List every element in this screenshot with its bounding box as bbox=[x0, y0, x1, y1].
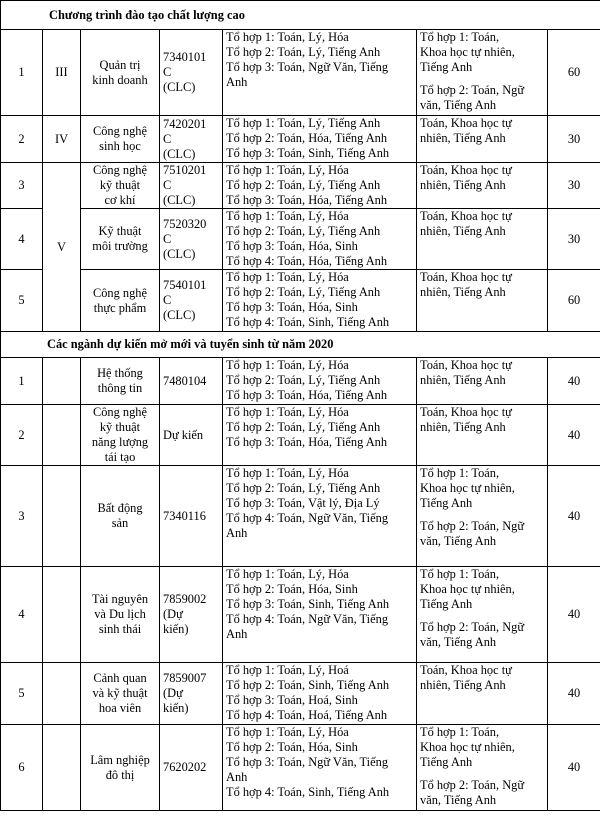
quota: 30 bbox=[548, 209, 600, 270]
text-line: 7520320 bbox=[163, 216, 207, 231]
text-line: Tổ hợp 3: Toán, Ngữ Văn, Tiếng bbox=[226, 755, 389, 769]
section-title: Các ngành dự kiến mở mới và tuyển sinh từ năm 2020 bbox=[1, 332, 600, 358]
text-line: Toán, Khoa học tự bbox=[420, 116, 512, 130]
table-row bbox=[1, 270, 600, 332]
group-number: III bbox=[43, 30, 81, 116]
subject-combinations bbox=[223, 567, 417, 663]
text-line: Tổ hợp 1: Toán, Lý, Hóa bbox=[226, 466, 349, 480]
text-line: văn, Tiếng Anh bbox=[420, 534, 497, 548]
row-number: 4 bbox=[1, 567, 43, 663]
text-line: sinh thái bbox=[98, 622, 142, 636]
text-line: Tổ hợp 2: Toán, Lý, Tiếng Anh bbox=[226, 178, 381, 192]
text-line: (CLC) bbox=[163, 80, 196, 94]
text-line: Tổ hợp 1: Toán, Lý, Hóa bbox=[226, 567, 349, 581]
text-line: Công nghệ bbox=[92, 405, 148, 419]
text-line: Toán, Khoa học tự bbox=[420, 163, 512, 177]
table-row bbox=[1, 567, 600, 663]
text-line: Tổ hợp 1: Toán, bbox=[420, 725, 500, 739]
subject-combinations bbox=[223, 358, 417, 405]
major-code bbox=[160, 116, 223, 163]
text-line: Tổ hợp 3: Toán, Hóa, Tiếng Anh bbox=[226, 193, 388, 207]
row-number: 4 bbox=[1, 209, 43, 270]
major-name bbox=[81, 30, 160, 116]
text-line: kỹ thuật bbox=[99, 178, 141, 192]
text-line: Khoa học tự nhiên, bbox=[420, 740, 515, 754]
major-name bbox=[81, 358, 160, 405]
text-line: Tổ hợp 2: Toán, Lý, Tiếng Anh bbox=[226, 373, 381, 387]
text-line: Tổ hợp 1: Toán, bbox=[420, 466, 500, 480]
text-line: Tổ hợp 1: Toán, Lý, Hoá bbox=[226, 663, 349, 677]
text-line: văn, Tiếng Anh bbox=[420, 98, 497, 112]
subject-combinations bbox=[223, 163, 417, 209]
text-line: Tiếng Anh bbox=[420, 755, 473, 769]
row-number: 2 bbox=[1, 405, 43, 466]
text-line: 7420201 bbox=[163, 116, 207, 131]
text-line: Tổ hợp 2: Toán, Lý, Tiếng Anh bbox=[226, 224, 381, 238]
text-line: Tổ hợp 4: Toán, Hoá, Tiếng Anh bbox=[226, 708, 388, 722]
quota: 60 bbox=[548, 30, 600, 116]
text-line: Toán, Khoa học tự bbox=[420, 209, 512, 223]
text-line: Tiếng Anh bbox=[420, 60, 473, 74]
text-line: Tổ hợp 3: Toán, Sinh, Tiếng Anh bbox=[226, 146, 390, 160]
text-line: (CLC) bbox=[163, 193, 196, 207]
text-line: nhiên, Tiếng Anh bbox=[420, 224, 506, 238]
text-line: Tổ hợp 1: Toán, Lý, Hóa bbox=[226, 270, 349, 284]
exam-combinations bbox=[417, 405, 548, 466]
text-line: Tổ hợp 2: Toán, Lý, Tiếng Anh bbox=[226, 420, 381, 434]
subject-combinations bbox=[223, 116, 417, 163]
text-line: Kỹ thuật bbox=[98, 224, 142, 238]
text-line: Dự kiến bbox=[163, 427, 204, 442]
row-number: 6 bbox=[1, 725, 43, 811]
table-row bbox=[1, 116, 600, 163]
text-line: Tổ hợp 1: Toán, Lý, Tiếng Anh bbox=[226, 116, 381, 130]
group-number: V bbox=[43, 163, 81, 332]
major-name bbox=[81, 405, 160, 466]
text-line: Tổ hợp 4: Toán, Sinh, Tiếng Anh bbox=[226, 315, 390, 329]
text-line: văn, Tiếng Anh bbox=[420, 635, 497, 649]
row-number: 1 bbox=[1, 358, 43, 405]
text-line: Tổ hợp 4: Toán, Hóa, Tiếng Anh bbox=[226, 254, 388, 268]
text-line: và kỹ thuật bbox=[92, 686, 148, 700]
text-line: 7859007 bbox=[163, 671, 207, 685]
major-code bbox=[160, 358, 223, 405]
text-line: Tổ hợp 3: Toán, Vật lý, Địa Lý bbox=[226, 496, 380, 510]
text-line: Anh bbox=[226, 627, 248, 641]
text-line: Tổ hợp 2: Toán, Ngữ bbox=[420, 620, 525, 634]
text-line: Tổ hợp 2: Toán, Ngữ bbox=[420, 778, 525, 792]
text-line: Tổ hợp 3: Toán, Hoá, Sinh bbox=[226, 693, 358, 707]
text-line: Tiếng Anh bbox=[420, 597, 473, 611]
group-number bbox=[43, 725, 81, 811]
quota: 40 bbox=[548, 405, 600, 466]
row-number: 1 bbox=[1, 30, 43, 116]
text-line: Toán, Khoa học tự bbox=[420, 270, 512, 284]
major-code bbox=[160, 663, 223, 725]
text-line: Anh bbox=[226, 770, 248, 784]
major-name bbox=[81, 725, 160, 811]
major-name bbox=[81, 663, 160, 725]
group-number bbox=[43, 405, 81, 466]
table-row bbox=[1, 209, 600, 270]
text-line: và Du lịch bbox=[94, 607, 146, 621]
text-line: Công nghệ bbox=[92, 124, 148, 138]
group-number: IV bbox=[43, 116, 81, 163]
text-line: kinh doanh bbox=[92, 72, 148, 87]
text-line: (Dự bbox=[163, 607, 183, 621]
text-line: Tổ hợp 3: Toán, Sinh, Tiếng Anh bbox=[226, 597, 390, 611]
row-number: 5 bbox=[1, 663, 43, 725]
text-line: Tổ hợp 3: Toán, Hóa, Tiếng Anh bbox=[226, 388, 388, 402]
text-line: nhiên, Tiếng Anh bbox=[420, 373, 506, 387]
major-code bbox=[160, 209, 223, 270]
row-number: 2 bbox=[1, 116, 43, 163]
text-line: Tổ hợp 3: Toán, Ngữ Văn, Tiếng bbox=[226, 60, 389, 74]
text-line: Khoa học tự nhiên, bbox=[420, 45, 515, 59]
text-line: Tổ hợp 2: Toán, Sinh, Tiếng Anh bbox=[226, 678, 390, 692]
quota: 40 bbox=[548, 567, 600, 663]
major-code bbox=[160, 567, 223, 663]
subject-combinations bbox=[223, 209, 417, 270]
exam-combinations bbox=[417, 567, 548, 663]
major-code bbox=[160, 270, 223, 332]
text-line: Lâm nghiệp bbox=[90, 752, 150, 767]
text-line: Tổ hợp 2: Toán, Ngữ bbox=[420, 519, 525, 533]
text-line: Toán, Khoa học tự bbox=[420, 405, 512, 419]
text-line: Tổ hợp 4: Toán, Ngữ Văn, Tiếng bbox=[226, 612, 389, 626]
subject-combinations bbox=[223, 270, 417, 332]
group-number bbox=[43, 567, 81, 663]
text-line: 7620202 bbox=[163, 760, 207, 774]
text-line: sinh học bbox=[99, 139, 141, 153]
text-line: (Dự bbox=[163, 686, 183, 700]
subject-combinations bbox=[223, 663, 417, 725]
group-number bbox=[43, 663, 81, 725]
table-row bbox=[1, 466, 600, 567]
text-line: kiến) bbox=[163, 701, 189, 715]
text-line: Tài nguyên bbox=[91, 592, 149, 606]
text-line: Toán, Khoa học tự bbox=[420, 663, 512, 677]
text-line: tái tạo bbox=[104, 450, 136, 464]
text-line: thực phẩm bbox=[93, 300, 147, 315]
row-number: 3 bbox=[1, 466, 43, 567]
text-line: Tổ hợp 2: Toán, Lý, Tiếng Anh bbox=[226, 285, 381, 299]
exam-combinations bbox=[417, 30, 548, 116]
text-line: Tiếng Anh bbox=[420, 496, 473, 510]
text-line: Anh bbox=[226, 526, 248, 540]
subject-combinations bbox=[223, 30, 417, 116]
text-line: cơ khí bbox=[104, 193, 136, 207]
text-line: năng lượng bbox=[91, 435, 149, 449]
text-line: C bbox=[163, 65, 172, 79]
text-line: Tổ hợp 2: Toán, Hóa, Tiếng Anh bbox=[226, 131, 388, 145]
text-line: Tổ hợp 3: Toán, Hóa, Tiếng Anh bbox=[226, 435, 388, 449]
text-line: Tổ hợp 2: Toán, Ngữ bbox=[420, 83, 525, 97]
text-line: Công nghệ bbox=[92, 163, 148, 177]
group-number bbox=[43, 358, 81, 405]
subject-combinations bbox=[223, 405, 417, 466]
text-line: C bbox=[163, 293, 172, 307]
text-line: (CLC) bbox=[163, 308, 196, 322]
text-line: nhiên, Tiếng Anh bbox=[420, 131, 506, 145]
text-line: Tổ hợp 3: Toán, Hóa, Sinh bbox=[226, 239, 358, 253]
text-line: sản bbox=[111, 516, 129, 530]
quota: 40 bbox=[548, 725, 600, 811]
quota: 30 bbox=[548, 116, 600, 163]
text-line: Tổ hợp 1: Toán, Lý, Hóa bbox=[226, 30, 349, 44]
text-line: C bbox=[163, 131, 172, 146]
text-line: đô thị bbox=[105, 767, 135, 782]
text-line: kỹ thuật bbox=[99, 420, 141, 434]
text-line: C bbox=[163, 178, 172, 192]
exam-combinations bbox=[417, 663, 548, 725]
text-line: (CLC) bbox=[163, 246, 196, 261]
major-name bbox=[81, 163, 160, 209]
section-title: Chương trình đào tạo chất lượng cao bbox=[1, 1, 600, 30]
section-header-new bbox=[1, 332, 600, 358]
text-line: Tổ hợp 2: Toán, Hóa, Sinh bbox=[226, 582, 358, 596]
text-line: Quản trị bbox=[99, 57, 141, 72]
quota: 30 bbox=[548, 163, 600, 209]
text-line: nhiên, Tiếng Anh bbox=[420, 420, 506, 434]
subject-combinations bbox=[223, 466, 417, 567]
major-name bbox=[81, 116, 160, 163]
text-line: Anh bbox=[226, 75, 248, 89]
text-line: nhiên, Tiếng Anh bbox=[420, 285, 506, 299]
major-name bbox=[81, 270, 160, 332]
table-row bbox=[1, 163, 600, 209]
exam-combinations bbox=[417, 358, 548, 405]
table-row bbox=[1, 358, 600, 405]
text-line: 7540101 bbox=[163, 278, 207, 292]
text-line: thông tin bbox=[97, 381, 143, 395]
row-number: 5 bbox=[1, 270, 43, 332]
quota: 40 bbox=[548, 663, 600, 725]
text-line: Hệ thống bbox=[97, 366, 143, 380]
text-line: kiến) bbox=[163, 622, 189, 636]
group-number bbox=[43, 466, 81, 567]
major-code bbox=[160, 163, 223, 209]
text-line: Tổ hợp 1: Toán, bbox=[420, 30, 500, 44]
section-header-clc bbox=[1, 1, 600, 30]
text-line: 7859002 bbox=[163, 592, 207, 606]
table-row bbox=[1, 725, 600, 811]
major-name bbox=[81, 466, 160, 567]
exam-combinations bbox=[417, 209, 548, 270]
text-line: Tổ hợp 1: Toán, Lý, Hóa bbox=[226, 163, 349, 177]
text-line: Tổ hợp 1: Toán, Lý, Hóa bbox=[226, 209, 349, 223]
quota: 40 bbox=[548, 358, 600, 405]
table-row bbox=[1, 405, 600, 466]
exam-combinations bbox=[417, 163, 548, 209]
major-name bbox=[81, 567, 160, 663]
major-code bbox=[160, 405, 223, 466]
major-code bbox=[160, 30, 223, 116]
exam-combinations bbox=[417, 270, 548, 332]
text-line: 7480104 bbox=[163, 373, 207, 388]
major-name bbox=[81, 209, 160, 270]
text-line: môi trường bbox=[92, 239, 148, 253]
text-line: Tổ hợp 1: Toán, Lý, Hóa bbox=[226, 405, 349, 419]
text-line: Cảnh quan bbox=[93, 671, 147, 685]
text-line: Tổ hợp 2: Toán, Hóa, Sinh bbox=[226, 740, 358, 754]
text-line: Toán, Khoa học tự bbox=[420, 358, 512, 372]
text-line: 7340101 bbox=[163, 50, 207, 64]
text-line: C bbox=[163, 231, 172, 246]
text-line: văn, Tiếng Anh bbox=[420, 793, 497, 807]
table-row bbox=[1, 30, 600, 116]
text-line: (CLC) bbox=[163, 146, 196, 161]
text-line: Tổ hợp 2: Toán, Lý, Tiếng Anh bbox=[226, 45, 381, 59]
text-line: Khoa học tự nhiên, bbox=[420, 582, 515, 596]
exam-combinations bbox=[417, 116, 548, 163]
text-line: Tổ hợp 1: Toán, Lý, Hóa bbox=[226, 358, 349, 372]
text-line: Công nghệ bbox=[92, 285, 148, 300]
exam-combinations bbox=[417, 466, 548, 567]
text-line: Tổ hợp 2: Toán, Lý, Tiếng Anh bbox=[226, 481, 381, 495]
row-number: 3 bbox=[1, 163, 43, 209]
text-line: Tổ hợp 1: Toán, bbox=[420, 567, 500, 581]
quota: 60 bbox=[548, 270, 600, 332]
text-line: nhiên, Tiếng Anh bbox=[420, 678, 506, 692]
text-line: 7340116 bbox=[163, 508, 206, 523]
subject-combinations bbox=[223, 725, 417, 811]
text-line: 7510201 bbox=[163, 163, 207, 177]
text-line: Tổ hợp 4: Toán, Sinh, Tiếng Anh bbox=[226, 785, 390, 799]
text-line: nhiên, Tiếng Anh bbox=[420, 178, 506, 192]
major-code bbox=[160, 725, 223, 811]
text-line: hoa viên bbox=[98, 701, 142, 715]
quota: 40 bbox=[548, 466, 600, 567]
text-line: Bất động bbox=[97, 501, 143, 515]
text-line: Tổ hợp 4: Toán, Ngữ Văn, Tiếng bbox=[226, 511, 389, 525]
text-line: Tổ hợp 3: Toán, Hóa, Sinh bbox=[226, 300, 358, 314]
exam-combinations bbox=[417, 725, 548, 811]
table-row bbox=[1, 663, 600, 725]
major-code bbox=[160, 466, 223, 567]
text-line: Khoa học tự nhiên, bbox=[420, 481, 515, 495]
text-line: Tổ hợp 1: Toán, Lý, Hóa bbox=[226, 725, 349, 739]
